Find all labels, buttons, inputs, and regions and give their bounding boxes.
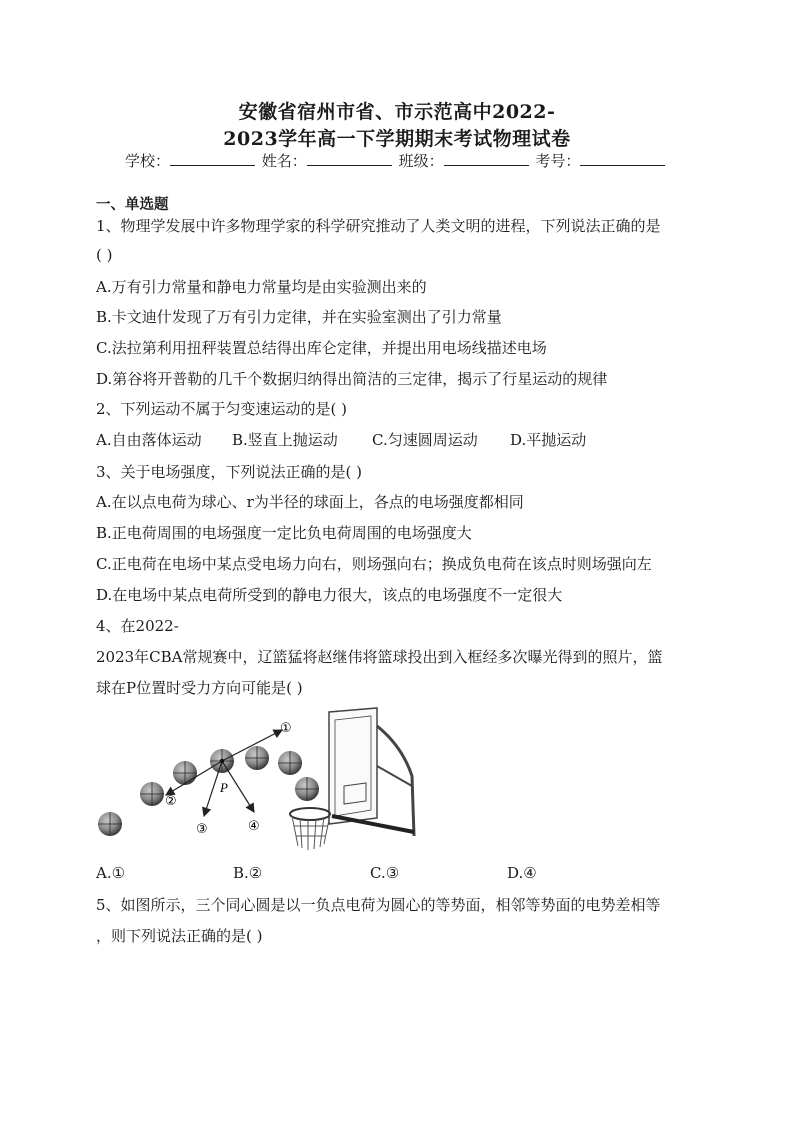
q5-stem-line2: ，则下列说法正确的是( ) [96, 927, 263, 945]
point-p-label: P [220, 780, 228, 795]
exam-title-line2: 2023学年高一下学期期末考试物理试卷 [223, 128, 571, 150]
basketball [278, 751, 302, 775]
q1-option-d: D.第谷将开普勒的几千个数据归纳得出简洁的三定律，揭示了行星运动的规律 [96, 370, 608, 388]
q3-option-a: A.在以点电荷为球心、r为半径的球面上，各点的电场强度都相同 [96, 493, 524, 511]
q3-option-c: C.正电荷在电场中某点受电场力向右，则场强向右；换成负电荷在该点时则场强向左 [96, 555, 652, 573]
q4-option-b: B.② [233, 864, 263, 882]
class-label: 班级： [398, 152, 444, 170]
q3-option-d: D.在电场中某点电荷所受到的静电力很大，该点的电场强度不一定很大 [96, 586, 563, 604]
basketball [245, 746, 269, 770]
q5-stem-line1: 5、如图所示，三个同心圆是以一负点电荷为圆心的等势面，相邻等势面的电势差相等 [96, 896, 661, 914]
q4-option-a: A.① [96, 864, 126, 882]
q4-option-d: D.④ [507, 864, 537, 882]
q4-stem-line1: 4、在2022- [96, 617, 179, 635]
basketball-figure [92, 706, 422, 856]
q2-stem: 2、下列运动不属于匀变速运动的是( ) [96, 400, 348, 418]
hoop-net [290, 808, 330, 850]
exam-number-label: 考号： [535, 152, 581, 170]
school-label: 学校： [125, 152, 171, 170]
q2-option-b: B.竖直上抛运动 [232, 431, 338, 449]
class-blank[interactable] [444, 151, 529, 166]
arrow-label-2: ② [165, 794, 177, 809]
section-heading: 一、单选题 [96, 196, 169, 213]
q3-option-b: B.正电荷周围的电场强度一定比负电荷周围的电场强度大 [96, 524, 472, 542]
q1-option-b: B.卡文迪什发现了万有引力定律，并在实验室测出了引力常量 [96, 308, 502, 326]
basketball [295, 777, 319, 801]
name-label: 姓名： [261, 152, 307, 170]
arrow-label-3: ③ [196, 822, 208, 837]
q4-stem-line3: 球在P位置时受力方向可能是( ) [96, 679, 303, 697]
arrow-label-1: ① [280, 721, 292, 736]
q4-stem-line2: 2023年CBA常规赛中，辽篮猛将赵继伟将篮球投出到入框经多次曝光得到的照片，篮 [96, 648, 663, 666]
student-info-row [125, 150, 667, 171]
backboard [329, 708, 414, 836]
name-blank[interactable] [307, 151, 392, 166]
q1-option-c: C.法拉第利用扭秤装置总结得出库仑定律，并提出用电场线描述电场 [96, 339, 547, 357]
q1-option-a: A.万有引力常量和静电力常量均是由实验测出来的 [96, 278, 427, 296]
point-p-dot [220, 759, 224, 763]
school-blank[interactable] [170, 151, 255, 166]
q2-options [96, 429, 586, 450]
basketball [140, 782, 164, 806]
q2-option-c: C.匀速圆周运动 [372, 431, 478, 449]
exam-number-blank[interactable] [580, 151, 665, 166]
arrow-label-4: ④ [248, 819, 260, 834]
q3-stem: 3、关于电场强度，下列说法正确的是( ) [96, 463, 363, 481]
q1-stem-line2: ( ) [96, 246, 113, 264]
q4-options [96, 864, 537, 882]
q2-option-d: D.平抛运动 [510, 431, 587, 449]
q2-option-a: A.自由落体运动 [96, 431, 202, 449]
q1-stem-line1: 1、物理学发展中许多物理学家的科学研究推动了人类文明的进程，下列说法正确的是 [96, 217, 661, 235]
basketball [98, 812, 122, 836]
basketball [173, 761, 197, 785]
basketball-sequence [98, 746, 319, 836]
q4-option-c: C.③ [370, 864, 400, 882]
exam-title-line1: 安徽省宿州市省、市示范高中2022- [238, 101, 556, 123]
